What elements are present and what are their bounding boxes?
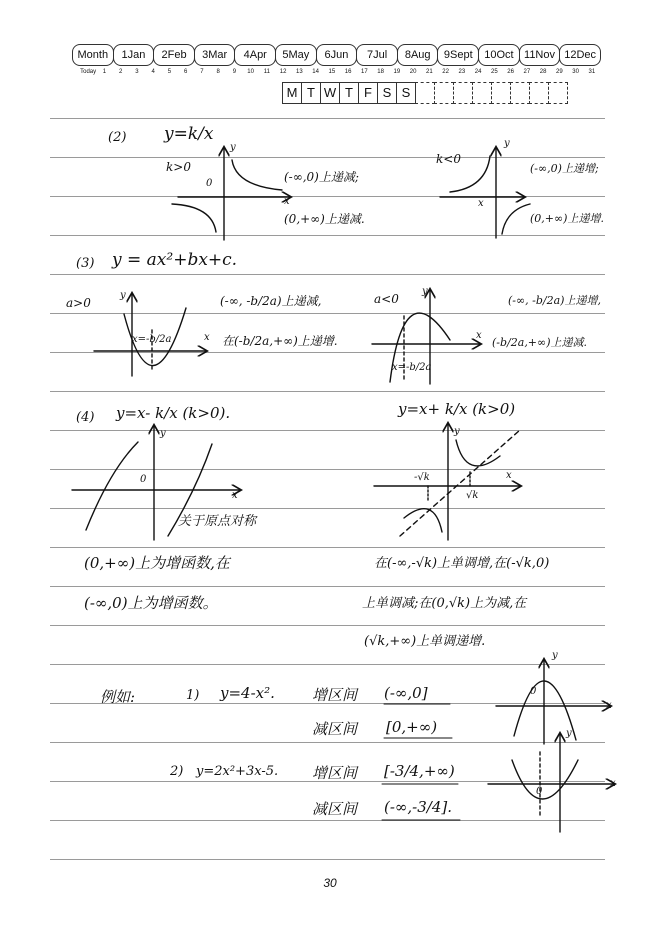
month-tab: 6Jun xyxy=(316,44,358,66)
month-tab: 11Nov xyxy=(519,44,561,66)
monotonic-note: (-∞,0)上递增; xyxy=(530,162,599,175)
formula: y=k/x xyxy=(164,124,214,144)
page-number: 30 xyxy=(323,876,337,890)
monotonic-note: (0,+∞)上递减. xyxy=(284,212,365,226)
origin-label: 0 xyxy=(536,786,543,797)
day-number: 6 xyxy=(183,69,188,75)
graph-x-plus-k-over-x xyxy=(374,424,520,540)
right-conclusion: 在(-∞,-√k)上单调增,在(-√k,0) xyxy=(374,556,550,571)
weekday-box: F xyxy=(358,82,378,104)
day-number: 13 xyxy=(296,69,303,75)
monotonic-note: 在(-b/2a,+∞)上递增. xyxy=(222,334,338,348)
month-tab: 2Feb xyxy=(153,44,195,66)
axis-label: y xyxy=(552,650,558,661)
month-tab: 7Jul xyxy=(356,44,398,66)
monotonic-note: (-∞, -b/2a)上递减, xyxy=(220,294,322,308)
axis-label: y xyxy=(454,426,460,437)
item-label: (2) xyxy=(108,130,127,145)
axis-label: y xyxy=(422,286,428,297)
origin-label: 0 xyxy=(530,686,537,697)
month-tab: 12Dec xyxy=(559,44,601,66)
day-number: 7 xyxy=(200,69,204,75)
day-number: 28 xyxy=(539,69,547,75)
day-number: 25 xyxy=(491,69,498,75)
day-number: 9 xyxy=(232,69,237,75)
case-label: a>0 xyxy=(66,296,91,310)
decrease-label: 减区间 xyxy=(312,720,358,738)
example-number: 2) xyxy=(170,764,184,779)
axis-label: y xyxy=(566,728,572,739)
day-number: 4 xyxy=(151,69,155,75)
month-tab: 8Aug xyxy=(397,44,439,66)
day-number: 20 xyxy=(409,69,417,75)
day-number: 15 xyxy=(328,69,336,75)
tick-label: √k xyxy=(466,490,479,501)
month-tab: 10Oct xyxy=(478,44,520,66)
increase-interval: [-3/4,+∞) xyxy=(384,762,455,780)
day-number: 3 xyxy=(135,69,139,75)
weekday-box: T xyxy=(339,82,359,104)
day-number: 18 xyxy=(377,69,384,75)
example-formula: y=2x²+3x-5. xyxy=(196,764,279,779)
increase-interval: (-∞,0] xyxy=(384,684,428,702)
weekday-box: W xyxy=(320,82,340,104)
axis-label: x xyxy=(478,198,484,209)
left-conclusion: (0,+∞)上为增函数,在 xyxy=(84,554,230,572)
day-number: 19 xyxy=(393,69,401,75)
decrease-interval: (-∞,-3/4]. xyxy=(384,798,453,816)
monotonic-note: (-b/2a,+∞)上递减. xyxy=(492,336,587,349)
today-label: Today xyxy=(80,69,97,75)
monotonic-note: (-∞,0)上递减; xyxy=(284,170,359,184)
tick-label: -√k xyxy=(414,472,430,483)
month-tab: 3Mar xyxy=(194,44,236,66)
vertex-label: x=-b/2a xyxy=(132,334,172,345)
axis-label: x xyxy=(606,700,612,711)
day-number: 27 xyxy=(523,69,531,75)
month-tab: 9Sept xyxy=(437,44,479,66)
day-number: 12 xyxy=(279,69,287,75)
month-tab: Month xyxy=(72,44,114,66)
example-number: 1) xyxy=(186,688,200,703)
decrease-label: 减区间 xyxy=(312,800,358,818)
axis-label: x xyxy=(284,196,290,207)
day-number: 29 xyxy=(556,69,563,75)
item-label: (4) xyxy=(76,410,95,425)
case-label: a<0 xyxy=(374,292,399,306)
axis-label: x xyxy=(476,330,482,341)
month-tab: 4Apr xyxy=(234,44,276,66)
origin-label: 0 xyxy=(206,178,213,189)
weekday-box: M xyxy=(282,82,302,104)
increase-label: 增区间 xyxy=(312,764,358,782)
axis-label: y xyxy=(120,290,126,301)
day-number: 21 xyxy=(426,69,433,75)
monotonic-note: (0,+∞)上递增. xyxy=(530,212,604,225)
increase-label: 增区间 xyxy=(312,686,358,704)
day-number: 8 xyxy=(216,69,220,75)
right-conclusion: (√k,+∞)上单调递增. xyxy=(364,634,486,649)
weekday-box: S xyxy=(396,82,416,104)
left-conclusion: (-∞,0)上为增函数。 xyxy=(84,594,218,612)
symmetry-note: 关于原点对称 xyxy=(178,514,257,529)
axis-label: x xyxy=(204,332,210,343)
origin-label: 0 xyxy=(140,474,147,485)
vertex-label: x=-b/2a xyxy=(392,362,432,373)
axis-label: y xyxy=(160,428,166,439)
day-number: 31 xyxy=(588,69,596,75)
day-number: 16 xyxy=(344,69,352,75)
month-tab: 5May xyxy=(275,44,317,66)
formula: y=x+ k/x (k>0) xyxy=(398,400,516,418)
axis-label: y xyxy=(504,138,510,149)
day-number: 23 xyxy=(458,69,466,75)
example-formula: y=4-x². xyxy=(220,684,275,702)
formula: y=x- k/x (k>0). xyxy=(116,404,231,422)
day-number: 2 xyxy=(118,69,123,75)
formula: y = ax²+bx+c. xyxy=(112,250,238,270)
monotonic-note: (-∞, -b/2a)上递增, xyxy=(508,294,601,307)
item-label: (3) xyxy=(76,256,95,271)
month-tab: 1Jan xyxy=(113,44,155,66)
axis-label: x xyxy=(610,778,616,789)
day-number: 17 xyxy=(361,69,368,75)
axis-label: y xyxy=(230,142,236,153)
day-number: 30 xyxy=(572,69,579,75)
weekday-box: S xyxy=(377,82,397,104)
day-number: 24 xyxy=(474,69,482,75)
example-label: 例如: xyxy=(100,688,136,706)
day-number: 11 xyxy=(263,69,270,75)
day-number: 22 xyxy=(442,69,449,75)
case-label: k>0 xyxy=(166,160,191,174)
weekday-box: T xyxy=(301,82,321,104)
day-number: 26 xyxy=(507,69,514,75)
graph-example-2 xyxy=(488,734,614,832)
graph-example-1 xyxy=(496,660,610,744)
axis-label: x xyxy=(232,490,238,501)
case-label: k<0 xyxy=(436,152,461,166)
axis-label: x xyxy=(506,470,512,481)
decrease-interval: [0,+∞) xyxy=(386,718,438,736)
day-number: 10 xyxy=(247,69,254,75)
day-number: 14 xyxy=(312,69,319,75)
day-number: 5 xyxy=(167,69,172,75)
day-number: 1 xyxy=(102,69,107,75)
right-conclusion: 上单调减;在(0,√k)上为减,在 xyxy=(362,596,527,611)
